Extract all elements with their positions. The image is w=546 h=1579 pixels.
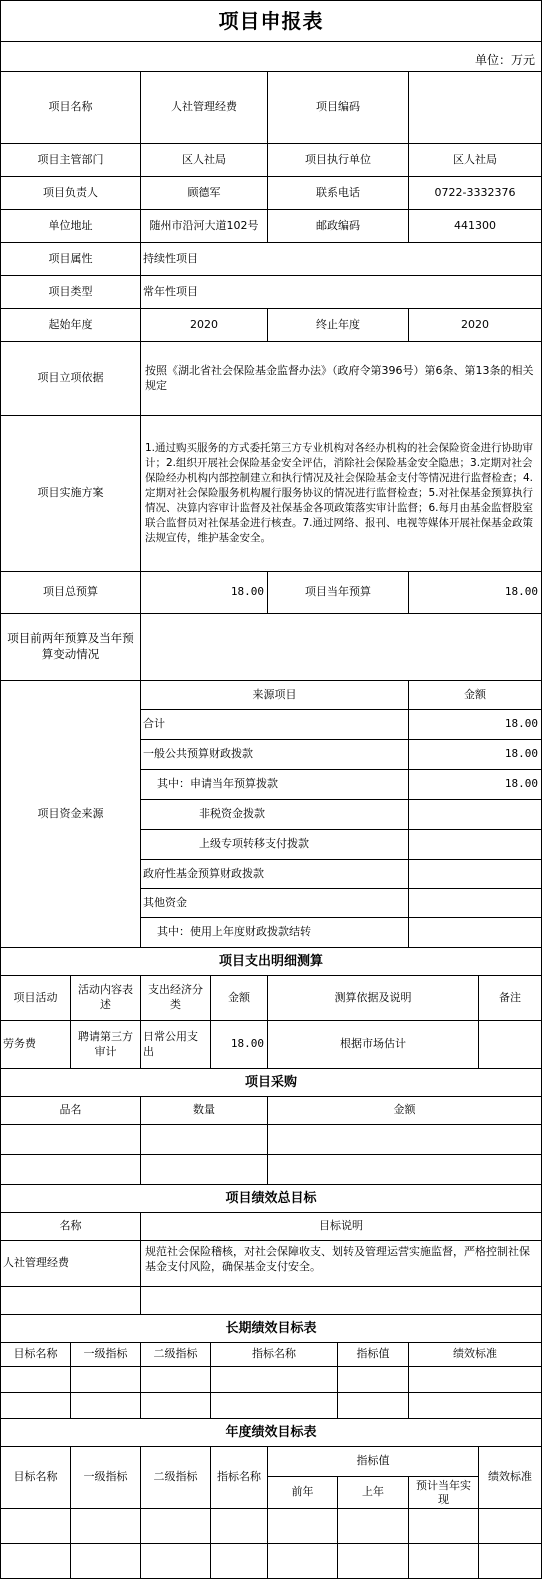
annual-cell (1, 1509, 71, 1544)
annual-cell (409, 1509, 479, 1544)
long-term-cell (141, 1393, 211, 1419)
annual-header-cell: 指标名称 (211, 1447, 268, 1509)
attribute-value: 持续性项目 (141, 243, 542, 276)
detail-cell-category: 日常公用支出 (141, 1021, 211, 1069)
project-name-label: 项目名称 (1, 72, 141, 144)
fund-source-label: 项目资金来源 (1, 681, 141, 948)
annual-subheader-cell: 预计当年实现 (409, 1477, 479, 1509)
long-term-cell (211, 1393, 338, 1419)
purchase-cell (141, 1125, 268, 1155)
detail-header-cell: 项目活动 (1, 976, 71, 1021)
exec-unit-value: 区人社局 (409, 144, 542, 177)
annual-cell (211, 1544, 268, 1579)
total-budget-label: 项目总预算 (1, 572, 141, 614)
long-term-header-cell: 指标值 (338, 1343, 409, 1367)
start-year-label: 起始年度 (1, 309, 141, 342)
zip-value: 441300 (409, 210, 542, 243)
annual-cell (268, 1544, 338, 1579)
perf-total-header-cell: 名称 (1, 1213, 141, 1241)
project-code-value (409, 72, 542, 144)
type-label: 项目类型 (1, 276, 141, 309)
detail-header-cell: 支出经济分类 (141, 976, 211, 1021)
long-term-cell (409, 1367, 542, 1393)
long-term-header-cell: 目标名称 (1, 1343, 71, 1367)
fund-row-amount: 18.00 (409, 770, 542, 800)
purchase-cell (268, 1125, 542, 1155)
long-term-cell (71, 1367, 141, 1393)
perf-total-empty-cell (1, 1287, 141, 1315)
fund-row-amount (409, 860, 542, 889)
phone-label: 联系电话 (268, 177, 409, 210)
basis-label: 项目立项依据 (1, 342, 141, 416)
perf-total-name: 人社管理经费 (1, 1241, 141, 1287)
annual-cell (141, 1509, 211, 1544)
form-title: 项目申报表 (1, 1, 542, 42)
long-term-header-cell: 一级指标 (71, 1343, 141, 1367)
annual-header-cell: 指标值 (268, 1447, 479, 1477)
exec-unit-label: 项目执行单位 (268, 144, 409, 177)
fund-row-name: 其中：使用上年度财政拨款结转 (141, 918, 409, 948)
address-label: 单位地址 (1, 210, 141, 243)
fund-source-header: 来源项目 (141, 681, 409, 710)
year-budget-label: 项目当年预算 (268, 572, 409, 614)
long-term-cell (211, 1367, 338, 1393)
dept-label: 项目主管部门 (1, 144, 141, 177)
annual-cell (479, 1544, 542, 1579)
purchase-cell (268, 1155, 542, 1185)
purchase-section-title: 项目采购 (1, 1069, 542, 1097)
long-term-cell (409, 1393, 542, 1419)
detail-header-cell: 活动内容表述 (71, 976, 141, 1021)
phone-value: 0722-3332376 (409, 177, 542, 210)
plan-label: 项目实施方案 (1, 416, 141, 572)
total-budget-value: 18.00 (141, 572, 268, 614)
purchase-header-cell: 数量 (141, 1097, 268, 1125)
detail-cell-amount: 18.00 (211, 1021, 268, 1069)
fund-row-name: 其中：申请当年预算拨款 (141, 770, 409, 800)
long-term-cell (1, 1393, 71, 1419)
project-code-label: 项目编码 (268, 72, 409, 144)
long-term-cell (1, 1367, 71, 1393)
annual-cell (1, 1544, 71, 1579)
perf-total-header-cell: 目标说明 (141, 1213, 542, 1241)
detail-cell-content: 聘请第三方审计 (71, 1021, 141, 1069)
annual-header-cell: 二级指标 (141, 1447, 211, 1509)
annual-cell (141, 1544, 211, 1579)
annual-header-cell: 一级指标 (71, 1447, 141, 1509)
long-term-header-cell: 指标名称 (211, 1343, 338, 1367)
long-term-cell (71, 1393, 141, 1419)
end-year-label: 终止年度 (268, 309, 409, 342)
project-name-value: 人社管理经费 (141, 72, 268, 144)
detail-cell-basis: 根据市场估计 (268, 1021, 479, 1069)
purchase-cell (1, 1125, 141, 1155)
year-budget-value: 18.00 (409, 572, 542, 614)
fund-row-amount (409, 918, 542, 948)
detail-header-cell: 备注 (479, 976, 542, 1021)
annual-cell (338, 1509, 409, 1544)
plan-value: 1.通过购买服务的方式委托第三方专业机构对各经办机构的社会保险资金进行协助审计；2.组织开展社会保险基金安全评估，消除社会保险基金安全隐患；3.定期对社会保险经办机构内部控制建立和执行情况及社会保险基金支付等情况进行监督检查；4.定期对社会保险服务机构履行服务协议的情况进行监督检查；5.对社保基金预算执行情况、决算内容审计监督及社保基金各项政策落实审计监督；6.每月由基金监督股室联合监督员对社保基金进行核查。7.通过网络、报刊、电视等媒体开展社保基金政策法规宣传，维护基金安全。 (141, 416, 542, 572)
annual-cell (338, 1544, 409, 1579)
detail-section-title: 项目支出明细测算 (1, 948, 542, 976)
zip-label: 邮政编码 (268, 210, 409, 243)
fund-row-name: 合计 (141, 710, 409, 740)
detail-cell-remark (479, 1021, 542, 1069)
long-term-section-title: 长期绩效目标表 (1, 1315, 542, 1343)
annual-subheader-cell: 前年 (268, 1477, 338, 1509)
fund-row-amount (409, 889, 542, 918)
fund-row-amount: 18.00 (409, 710, 542, 740)
budget-change-value (141, 614, 542, 681)
fund-amount-header: 金额 (409, 681, 542, 710)
fund-row-amount: 18.00 (409, 740, 542, 770)
annual-subheader-cell: 上年 (338, 1477, 409, 1509)
fund-row-name: 其他资金 (141, 889, 409, 918)
leader-value: 顾德军 (141, 177, 268, 210)
annual-cell (71, 1509, 141, 1544)
long-term-cell (141, 1367, 211, 1393)
long-term-header-cell: 绩效标准 (409, 1343, 542, 1367)
annual-header-cell: 目标名称 (1, 1447, 71, 1509)
fund-row-name: 上级专项转移支付拨款 (141, 830, 409, 860)
annual-cell (71, 1544, 141, 1579)
unit-label: 单位：万元 (1, 42, 542, 72)
type-value: 常年性项目 (141, 276, 542, 309)
end-year-value: 2020 (409, 309, 542, 342)
purchase-cell (1, 1155, 141, 1185)
long-term-cell (338, 1393, 409, 1419)
fund-row-name: 政府性基金预算财政拨款 (141, 860, 409, 889)
purchase-header-cell: 品名 (1, 1097, 141, 1125)
dept-value: 区人社局 (141, 144, 268, 177)
address-value: 随州市沿河大道102号 (141, 210, 268, 243)
detail-header-cell: 测算依据及说明 (268, 976, 479, 1021)
annual-cell (409, 1544, 479, 1579)
start-year-value: 2020 (141, 309, 268, 342)
purchase-cell (141, 1155, 268, 1185)
long-term-cell (338, 1367, 409, 1393)
long-term-header-cell: 二级指标 (141, 1343, 211, 1367)
fund-row-amount (409, 800, 542, 830)
detail-cell-activity: 劳务费 (1, 1021, 71, 1069)
perf-total-empty-cell (141, 1287, 542, 1315)
annual-cell (268, 1509, 338, 1544)
perf-total-section-title: 项目绩效总目标 (1, 1185, 542, 1213)
fund-row-name: 一般公共预算财政拨款 (141, 740, 409, 770)
perf-total-desc: 规范社会保险稽核，对社会保障收支、划转及管理运营实施监督，严格控制社保基金支付风险，确保基金支付安全。 (141, 1241, 542, 1287)
budget-change-label: 项目前两年预算及当年预算变动情况 (1, 614, 141, 681)
annual-cell (479, 1509, 542, 1544)
fund-row-amount (409, 830, 542, 860)
annual-header-cell: 绩效标准 (479, 1447, 542, 1509)
leader-label: 项目负责人 (1, 177, 141, 210)
fund-row-name: 非税资金拨款 (141, 800, 409, 830)
annual-cell (211, 1509, 268, 1544)
annual-section-title: 年度绩效目标表 (1, 1419, 542, 1447)
basis-value: 按照《湖北省社会保险基金监督办法》（政府令第396号）第6条、第13条的相关规定 (141, 342, 542, 416)
detail-header-cell: 金额 (211, 976, 268, 1021)
attribute-label: 项目属性 (1, 243, 141, 276)
purchase-header-cell: 金额 (268, 1097, 542, 1125)
